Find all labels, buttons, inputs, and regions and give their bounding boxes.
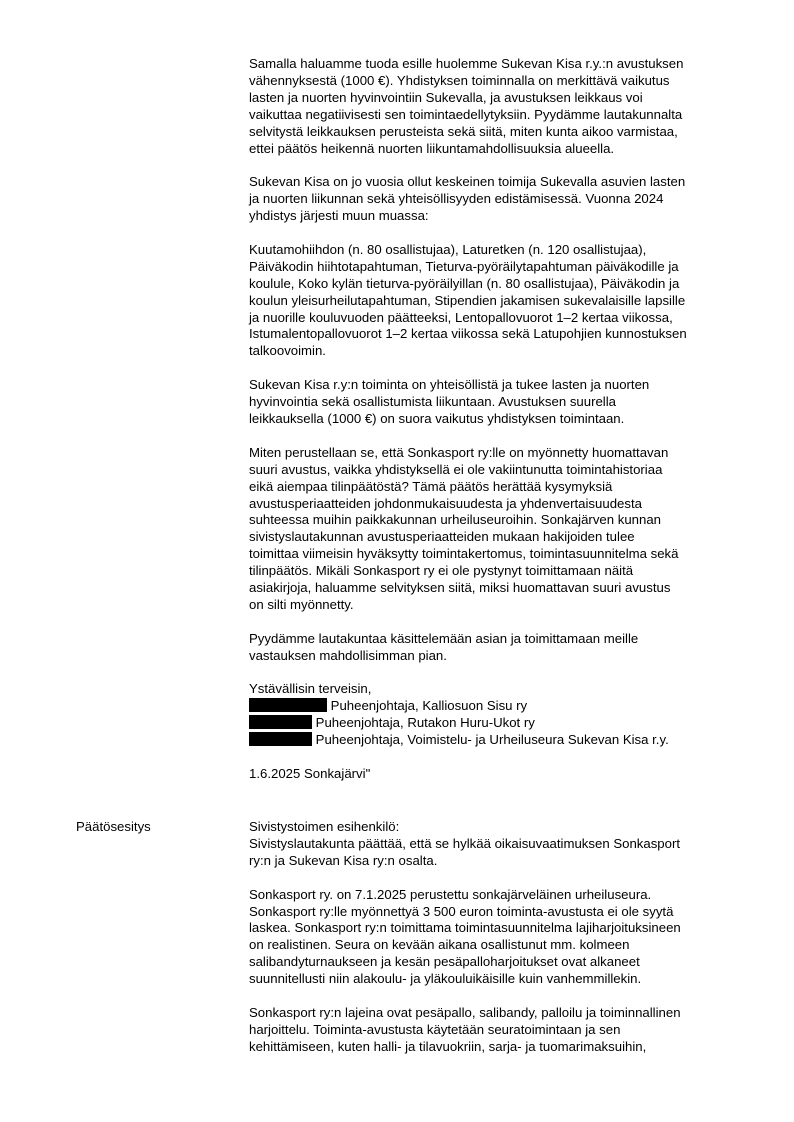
text-line: hyvinvointia sekä osallistumista liikuntaan. Avustuksen suurella — [249, 394, 617, 410]
text-line: Sivistystoimen esihenkilö: — [249, 819, 400, 834]
text-line: on silti myönnetty. — [249, 596, 354, 612]
text-line: talkoovoimin. — [249, 343, 326, 359]
text-line: Istumalentopallovuorot 1–2 kertaa viikossa sekä Latupohjien kunnostuksen — [249, 326, 687, 342]
paragraph-sonkasport-question — [249, 445, 749, 614]
text-line: eikä aiempaa tilinpäätöstä? Tämä päätös herättää kysymyksiä — [249, 478, 613, 494]
redacted-name — [249, 698, 327, 712]
redacted-name — [249, 715, 312, 729]
text-line: Sonkasport ry:lle myönnettyä 3 500 euron toiminta-avustusta ei ole syytä — [249, 903, 674, 919]
text-line: Sonkasport ry:n lajeina ovat pesäpallo, salibandy, palloilu ja toiminnallinen — [249, 1004, 681, 1020]
paragraph-decision — [249, 819, 749, 870]
paragraph-avustus-vahennys — [249, 56, 749, 157]
text-line: Miten perustellaan se, että Sonkasport ry:lle on myönnetty huomattavan — [249, 444, 669, 460]
signature-line — [249, 732, 749, 749]
text-line: vähennyksestä (1000 €). Yhdistyksen toiminnalla on merkittävä vaikutus — [249, 72, 670, 88]
text-line: Sukevan Kisa r.y:n toiminta on yhteisöllistä ja tukee lasten ja nuorten — [249, 377, 650, 393]
text-line: suuri avustus, vaikka yhdistyksellä ei ole vakiintunutta toimintahistoriaa — [249, 461, 663, 477]
text-line: suunnitellusti niin alakoulu- ja yläkouluikäisille kuin vanhemmillekin. — [249, 971, 642, 987]
text-line: Sivistyslautakunta päättää, että se hylkää oikaisuvaatimuksen Sonkasport — [249, 835, 681, 851]
signature-line — [249, 715, 749, 732]
text-line: asiakirjoja, haluamme selvityksen siitä, miksi huomattavan suuri avustus — [249, 580, 671, 596]
text-line: ry:n ja Sukevan Kisa ry:n osalta. — [249, 852, 438, 868]
text-line: Sukevan Kisa on jo vuosia ollut keskeinen toimija Sukevalla asuvien lasten — [249, 174, 686, 190]
text-line: toimittaa viimeisin hyväksytty toimintakertomus, toimintasuunnitelma sekä — [249, 546, 679, 562]
text-line: Sonkasport ry. on 7.1.2025 perustettu sonkajärveläinen urheiluseura. — [249, 886, 652, 902]
text-line: vastauksen mahdollisimman pian. — [249, 647, 447, 663]
paragraph-request — [249, 631, 749, 665]
paragraph-sukevan-kisa — [249, 174, 749, 225]
signature-title: Puheenjohtaja, Voimistelu- ja Urheiluseura Sukevan Kisa r.y. — [315, 732, 669, 748]
paragraph-yhteisollisyys — [249, 377, 749, 428]
signature-title: Puheenjohtaja, Rutakon Huru-Ukot ry — [315, 715, 535, 731]
text-line: on realistinen. Seura on kevään aikana osallistunut mm. kolmeen — [249, 937, 630, 953]
text-line: laskea. Sonkasport ry:n toimittama toimintasuunnitelma lajiharjoituksineen — [249, 920, 681, 936]
paragraph-sonkasport-lajit — [249, 1005, 749, 1056]
text-line: sivistyslautakunnan avustusperiaatteiden mukaan hakijoiden tulee — [249, 529, 635, 545]
text-line: tilinpäätös. Mikäli Sonkasport ry ei ole pystynyt toimittamaan näitä — [249, 563, 634, 579]
signature-block — [249, 681, 749, 749]
letter-body — [249, 56, 749, 800]
text-line: koulun yleisurheilutapahtuman, Stipendien jakamisen sukevalaisille lapsille — [249, 292, 686, 308]
redacted-name — [249, 732, 312, 746]
text-line: ja nuorille kouluvuoden päätteeksi, Lentopallovuorot 1–2 kertaa viikossa, — [249, 309, 673, 325]
paragraph-sonkasport-info — [249, 887, 749, 988]
text-line: suhteessa muihin paikkakunnan urheiluseuroihin. Sonkajärven kunnan — [249, 512, 662, 528]
text-line: Kuutamohiihdon (n. 80 osallistujaa), Laturetken (n. 120 osallistujaa), — [249, 241, 647, 257]
text-line: harjoittelu. Toiminta-avustusta käytetään seuratoimintaan ja sen — [249, 1021, 621, 1037]
text-line: avustusperiaatteiden johdonmukaisuudesta ja yhdenvertaisuudesta — [249, 495, 642, 511]
text-line: lasten ja nuorten hyvinvointiin Sukevalla, ja avustuksen leikkaus voi — [249, 89, 643, 105]
date-place: 1.6.2025 Sonkajärvi" — [249, 765, 371, 781]
text-line: koulule, Koko kylän tieturva-pyöräilyillan (n. 80 osallistujaa), Päiväkodin ja — [249, 275, 680, 291]
signature-line — [249, 698, 749, 715]
text-line: kehittämiseen, kuten halli- ja tilavuokriin, sarja- ja tuomarimaksuihin, — [249, 1038, 647, 1054]
closing-text: Ystävällisin terveisin, — [249, 681, 372, 697]
text-line: vaikuttaa negatiivisesti sen toimintaedellytyksiin. Pyydämme lautakunnalta — [249, 106, 683, 122]
text-line: selvitystä leikkauksen perusteista sekä siitä, miten kunta aikoo varmistaa, — [249, 123, 678, 139]
text-line: salibandyturnaukseen ja kesän pesäpalloharjoitukset ovat alkaneet — [249, 954, 640, 970]
text-line: Pyydämme lautakuntaa käsittelemään asian ja toimittamaan meille — [249, 630, 639, 646]
decision-body — [249, 819, 749, 1073]
text-line: yhdistys järjesti muun muassa: — [249, 208, 429, 224]
text-line: Samalla haluamme tuoda esille huolemme Sukevan Kisa r.y.:n avustuksen — [249, 56, 684, 71]
section-label-paatosesitys: Päätösesitys — [76, 819, 151, 834]
signature-title: Puheenjohtaja, Kalliosuon Sisu ry — [330, 698, 528, 714]
paragraph-event-list — [249, 242, 749, 360]
text-line: ettei päätös heikennä nuorten liikuntamahdollisuuksia alueella. — [249, 140, 615, 156]
text-line: Päiväkodin hiihtotapahtuman, Tieturva-pyöräilytapahtuman päiväkodille ja — [249, 258, 679, 274]
text-line: leikkauksella (1000 €) on suora vaikutus yhdistyksen toimintaan. — [249, 410, 625, 426]
text-line: ja nuorten liikunnan sekä yhteisöllisyyden edistämisessä. Vuonna 2024 — [249, 191, 664, 207]
